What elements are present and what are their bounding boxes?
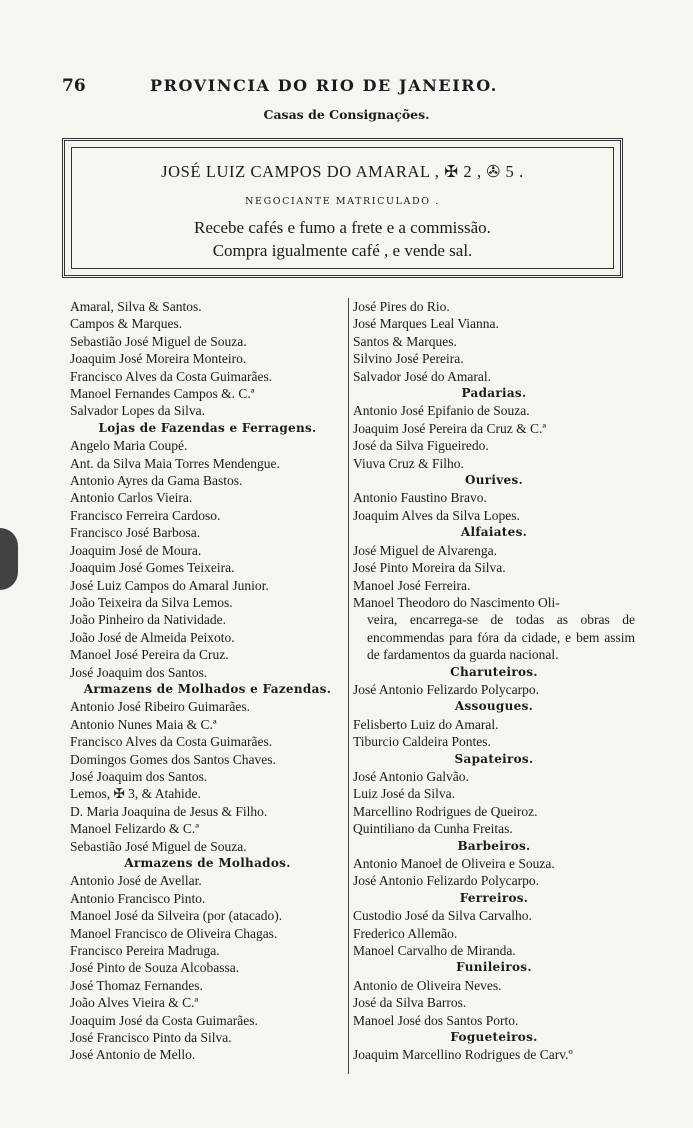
directory-entry: José Francisco Pinto da Silva. — [70, 1030, 232, 1046]
directory-entry: Silvino José Pereira. — [353, 351, 464, 367]
directory-entry: Manoel José Pereira da Cruz. — [70, 647, 229, 663]
directory-entry: Angelo Maria Coupé. — [70, 438, 188, 454]
directory-entry: João Alves Vieira & C.ª — [70, 995, 199, 1011]
directory-entry: José Joaquim dos Santos. — [70, 768, 208, 784]
directory-entry: Antonio de Oliveira Neves. — [353, 977, 502, 993]
category-heading: Assougues. — [454, 699, 534, 714]
directory-entry: Viuva Cruz & Filho. — [353, 455, 464, 471]
directory-entry: Antonio Carlos Vieira. — [70, 490, 193, 506]
directory-entry: José Miguel de Alvarenga. — [353, 542, 497, 558]
directory-entry: Amaral, Silva & Santos. — [70, 299, 202, 314]
directory-entry: Quintiliano da Cunha Freitas. — [353, 821, 513, 837]
directory-entry: João José de Almeida Peixoto. — [70, 629, 235, 645]
category-heading: Lojas de Fazendas e Ferragens. — [98, 420, 317, 435]
category-heading: Alfaiates. — [460, 525, 528, 540]
directory-entry: Francisco José Barbosa. — [70, 525, 201, 541]
directory-entry: João Teixeira da Silva Lemos. — [70, 594, 233, 610]
directory-entry: Luiz José da Silva. — [353, 786, 455, 802]
directory-entry: Antonio José Epifanio de Souza. — [353, 403, 530, 419]
directory-entry: Antonio Ayres da Gama Bastos. — [70, 473, 243, 489]
advertisement-name: JOSÉ LUIZ CAMPOS DO AMARAL , ✠ 2 , ✇ 5 . — [161, 162, 524, 181]
directory-entry: Santos & Marques. — [353, 333, 457, 349]
entry-continuation: veira, encarrega-se de todas as obras de encommendas para fóra da cidade, e bem assim de fardamentos da guarda nacional. — [367, 612, 635, 663]
directory-entry: Joaquim José Pereira da Cruz & C.ª — [353, 420, 547, 436]
category-heading: Ferreiros. — [459, 890, 529, 905]
advertisement-subtitle: NEGOCIANTE MATRICULADO . — [245, 196, 440, 207]
directory-entry: Sebastião José Miguel de Souza. — [70, 333, 247, 349]
advertisement-box — [62, 138, 623, 278]
directory-entry: José Pires do Rio. — [353, 299, 450, 314]
directory-entry: Campos & Marques. — [70, 316, 183, 332]
directory-entry: Joaquim José Moreira Monteiro. — [70, 351, 247, 367]
directory-entry: Manoel José da Silveira (por (atacado). — [70, 908, 283, 924]
directory-entry: Antonio José Ribeiro Guimarães. — [70, 699, 250, 715]
directory-entry: José Joaquim dos Santos. — [70, 664, 208, 680]
directory-entry: Francisco Alves da Costa Guimarães. — [70, 734, 273, 750]
directory-entry: Salvador José do Amaral. — [353, 368, 491, 384]
ink-blot — [0, 528, 18, 590]
running-title: PROVINCIA DO RIO DE JANEIRO. — [150, 76, 498, 95]
category-heading: Sapateiros. — [454, 751, 534, 766]
directory-entry: José Antonio de Mello. — [70, 1047, 196, 1063]
directory-entry: Manoel Francisco de Oliveira Chagas. — [70, 925, 278, 941]
directory-entry: José Antonio Felizardo Polycarpo. — [353, 681, 539, 697]
directory-entry: Marcellino Rodrigues de Queiroz. — [353, 803, 538, 819]
directory-entry: Manoel Theodoro do Nascimento Oli- — [353, 594, 560, 610]
page-number: 76 — [62, 76, 86, 96]
directory-entry: Felisberto Luiz do Amaral. — [353, 716, 499, 732]
left-column — [70, 298, 345, 1064]
right-column — [353, 298, 635, 1064]
category-heading: Fogueteiros. — [450, 1030, 538, 1045]
directory-entry: João Pinheiro da Natividade. — [70, 612, 226, 628]
directory-entry: Frederico Allemão. — [353, 925, 458, 941]
directory-entry: José Marques Leal Vianna. — [353, 316, 499, 332]
directory-entry: Francisco Alves da Costa Guimarães. — [70, 368, 273, 384]
directory-entry: Tiburcio Caldeira Pontes. — [353, 734, 491, 750]
directory-entry: José da Silva Figueiredo. — [353, 438, 489, 454]
advertisement-inner-frame — [71, 147, 614, 269]
directory-entry: Joaquim Marcellino Rodrigues de Carv.º — [353, 1047, 573, 1063]
category-heading: Charuteiros. — [450, 664, 538, 679]
directory-entry: Joaquim José da Costa Guimarães. — [70, 1012, 258, 1028]
advertisement-line-1: Recebe cafés e fumo a frete e a commissão. — [194, 218, 491, 237]
directory-entry: José Thomaz Fernandes. — [70, 977, 203, 993]
directory-entry: Manoel José Ferreira. — [353, 577, 471, 593]
section-heading: Casas de Consignações. — [263, 107, 430, 122]
directory-entry: Manoel José dos Santos Porto. — [353, 1012, 519, 1028]
directory-entry: José Pinto Moreira da Silva. — [353, 560, 506, 576]
directory-entry: Antonio Nunes Maia & C.ª — [70, 716, 217, 732]
category-heading: Funileiros. — [456, 960, 532, 975]
directory-entry: Manoel Carvalho de Miranda. — [353, 943, 516, 959]
category-heading: Ourives. — [465, 473, 523, 488]
directory-entry: José Antonio Felizardo Polycarpo. — [353, 873, 539, 889]
directory-entry: José Luiz Campos do Amaral Junior. — [70, 577, 269, 593]
directory-entry: Francisco Pereira Madruga. — [70, 943, 220, 959]
directory-entry: Manoel Fernandes Campos &. C.ª — [70, 386, 255, 402]
directory-entry: José Pinto de Souza Alcobassa. — [70, 960, 240, 976]
column-divider — [348, 298, 349, 1074]
directory-entry: Antonio Faustino Bravo. — [353, 490, 487, 506]
directory-entry: Sebastião José Miguel de Souza. — [70, 838, 247, 854]
category-heading: Armazens de Molhados e Fazendas. — [83, 681, 332, 696]
directory-entry: Joaquim José de Moura. — [70, 542, 202, 558]
category-heading: Armazens de Molhados. — [124, 856, 291, 870]
directory-entry: Salvador Lopes da Silva. — [70, 403, 205, 419]
directory-entry: José da Silva Barros. — [353, 995, 467, 1011]
directory-entry: Domingos Gomes dos Santos Chaves. — [70, 751, 276, 767]
directory-entry: Joaquim Alves da Silva Lopes. — [353, 507, 520, 523]
directory-entry: D. Maria Joaquina de Jesus & Filho. — [70, 803, 268, 819]
directory-entry: Lemos, ✠ 3, & Atahide. — [70, 786, 201, 802]
directory-entry: Antonio Manoel de Oliveira e Souza. — [353, 856, 555, 871]
directory-entry: Antonio Francisco Pinto. — [70, 890, 206, 906]
advertisement-line-2: Compra igualmente café , e vende sal. — [212, 241, 473, 260]
directory-entry: Antonio José de Avellar. — [70, 873, 202, 889]
directory-entry: Joaquim José Gomes Teixeira. — [70, 560, 235, 576]
directory-entry: Francisco Ferreira Cardoso. — [70, 507, 221, 523]
category-heading: Barbeiros. — [457, 838, 531, 853]
directory-entry: José Antonio Galvão. — [353, 768, 469, 784]
category-heading: Padarias. — [461, 386, 527, 401]
directory-entry: Custodio José da Silva Carvalho. — [353, 908, 532, 924]
directory-entry: Ant. da Silva Maia Torres Mendengue. — [70, 455, 280, 471]
directory-entry: Manoel Felizardo & C.ª — [70, 821, 199, 837]
